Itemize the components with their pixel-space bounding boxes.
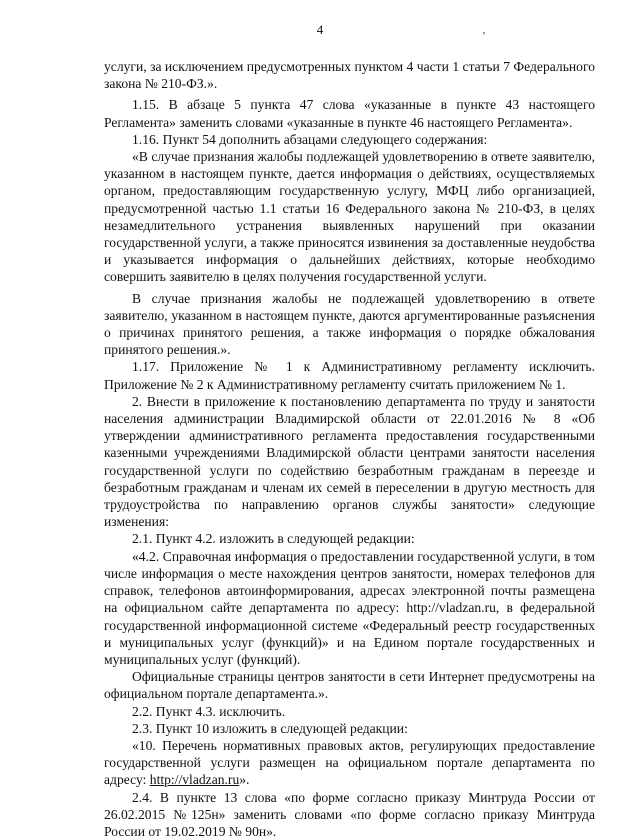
paragraph-1: услуги, за исключением предусмотренных пунктом 4 части 1 статьи 7 Федерального закона № 210-ФЗ.». <box>104 59 595 92</box>
paragraph-quote-satisfied: «В случае признания жалобы подлежащей удовлетворению в ответе заявителю, указанном в настоящем пункте, дается информация о действиях, осуществляемых органом, предоставляющим государственную услугу, МФЦ либо организацией, предусмотренной частью 1.1 статьи 16 Федерального закона № 210-ФЗ, в целях незамедлительного устранения выявленных нарушений при оказании государственной услуги, а также приносятся извинения за доставленные неудобства и указывается информация о дальнейших действиях, которые необходимо совершить заявителю в целях получения государственной услуги. <box>104 149 595 285</box>
paragraph-official-pages: Официальные страницы центров занятости в сети Интернет предусмотрены на официальном портале департамента.». <box>104 669 595 702</box>
document-body <box>104 58 595 840</box>
scan-mark: ʼ <box>482 30 486 42</box>
paragraph-2: 2. Внести в приложение к постановлению департамента по труду и занятости населения администрации Владимирской области от 22.01.2016 № 8 «Об утверждении административного регламента предоставления государственными казенными учреждениями Владимирской области центрами занятости населения государственной услуги по содействию безработным гражданам в переезде и безработным гражданам и членам их семей в переселении в другую местность для трудоустройства по направлению органов службы занятости» следующие изменения: <box>104 393 595 530</box>
paragraph-quote-10 <box>104 737 595 789</box>
paragraph-2-1: 2.1. Пункт 4.2. изложить в следующей редакции: <box>132 531 415 547</box>
paragraph-quote-10-text: «10. Перечень нормативных правовых актов, регулирующих предоставление государственной услуги размещен на официальном портале департамента по адресу: <box>104 737 595 788</box>
paragraph-2-3: 2.3. Пункт 10 изложить в следующей редакции: <box>132 720 408 736</box>
page-number: 4 <box>316 22 324 37</box>
paragraph-1-15: 1.15. В абзаце 5 пункта 47 слова «указанные в пункте 43 настоящего Регламента» заменить словами «указанные в пункте 46 настоящего Регламента». <box>104 97 595 130</box>
paragraph-1-17: 1.17. Приложение № 1 к Административному регламенту исключить. Приложение № 2 к Административному регламенту считать приложением № 1. <box>104 359 595 392</box>
paragraph-2-4: 2.4. В пункте 13 слова «по форме согласно приказу Минтруда России от 26.02.2015 №125н» заменить словами «по форме согласно приказу Минтруда России от 19.02.2019 № 90н». <box>104 789 595 839</box>
paragraph-quote-4-2: «4.2. Справочная информация о предоставлении государственной услуги, в том числе информация о месте нахождения центров занятости, номерах телефонов для справок, телефонов автоинформирования, адресах электронной почты размещена на официальном сайте департамента по адресу: http://vladzan.ru, в федеральной государственной информационной системе «Федеральный реестр государственных и муниципальных услуг (функций)» и на Едином портале государственных и муниципальных услуг (функций). <box>104 548 595 667</box>
paragraph-quote-not-satisfied: В случае признания жалобы не подлежащей удовлетворению в ответе заявителю, указанном в настоящем пункте, даются аргументированные разъяснения о причинах принятого решения, а также информация о порядке обжалования принятого решения.». <box>104 290 595 358</box>
paragraph-quote-10-tail: ». <box>239 772 250 788</box>
paragraph-1-16: 1.16. Пункт 54 дополнить абзацами следующего содержания: <box>132 131 488 147</box>
vladzan-link[interactable]: http://vladzan.ru <box>149 772 240 788</box>
paragraph-2-2: 2.2. Пункт 4.3. исключить. <box>132 703 286 719</box>
